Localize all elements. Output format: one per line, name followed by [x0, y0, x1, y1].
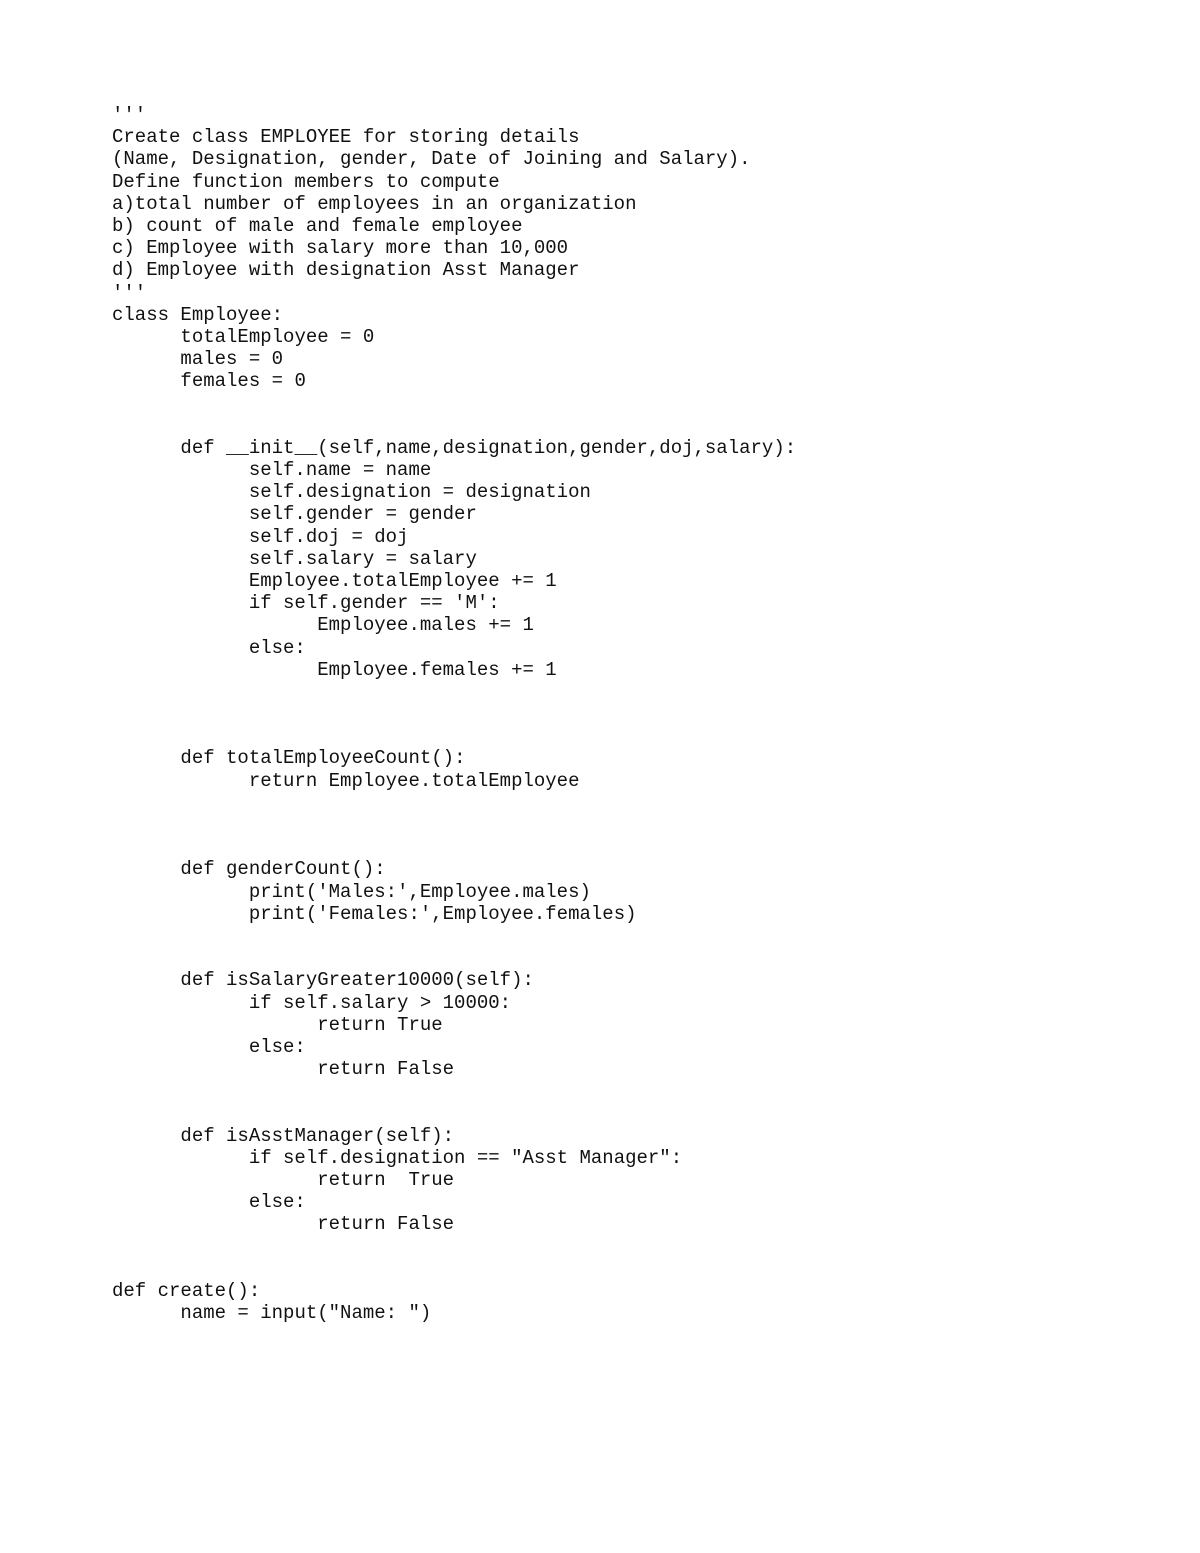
code-line: '''	[112, 281, 147, 304]
code-line	[112, 947, 796, 969]
code-line: Employee.females += 1	[112, 658, 557, 681]
code-line	[112, 836, 796, 858]
code-line: print('Males:',Employee.males)	[112, 880, 591, 903]
code-line: self.name = name	[112, 459, 432, 481]
code-line: print('Females:',Employee.females)	[112, 902, 637, 925]
code-line	[112, 814, 796, 836]
code-line: self.salary = salary	[112, 547, 477, 570]
code-line: Employee.totalEmployee += 1	[112, 569, 557, 592]
code-line	[112, 792, 796, 814]
code-line: return True	[112, 1013, 443, 1036]
code-line: return False	[112, 1213, 455, 1236]
code-line: return True	[112, 1169, 455, 1191]
code-line	[112, 925, 796, 947]
code-line: totalEmployee = 0	[112, 325, 375, 348]
code-line: '''	[112, 104, 147, 126]
code-line: self.gender = gender	[112, 503, 477, 526]
code-line: def genderCount():	[112, 858, 386, 881]
code-line: class Employee:	[112, 303, 284, 326]
code-line	[112, 1102, 796, 1124]
code-line: def create():	[112, 1279, 261, 1302]
code-line: return False	[112, 1058, 455, 1081]
code-line: else:	[112, 636, 306, 659]
code-line	[112, 1258, 796, 1280]
code-line: else:	[112, 1035, 306, 1058]
code-line: males = 0	[112, 348, 284, 371]
code-line: def totalEmployeeCount():	[112, 747, 466, 770]
code-line: def isAsstManager(self):	[112, 1124, 455, 1147]
code-line: else:	[112, 1191, 306, 1214]
code-line	[112, 1080, 796, 1102]
code-line	[112, 681, 796, 703]
code-line: (Name, Designation, gender, Date of Joining and Salary).	[112, 148, 751, 171]
code-line: d) Employee with designation Asst Manager	[112, 259, 580, 282]
code-line: def isSalaryGreater10000(self):	[112, 969, 534, 992]
code-line	[112, 1236, 796, 1258]
code-line	[112, 725, 796, 747]
code-line: a)total number of employees in an organization	[112, 192, 637, 215]
code-line: b) count of male and female employee	[112, 214, 523, 237]
code-line: c) Employee with salary more than 10,000	[112, 237, 569, 260]
code-line: Define function members to compute	[112, 170, 500, 193]
code-line	[112, 415, 796, 437]
code-line: name = input("Name: ")	[112, 1302, 432, 1325]
code-line: females = 0	[112, 370, 306, 393]
code-line: Create class EMPLOYEE for storing details	[112, 126, 580, 149]
code-line: if self.gender == 'M':	[112, 592, 500, 615]
code-line: Employee.males += 1	[112, 614, 534, 637]
code-line: if self.designation == "Asst Manager":	[112, 1146, 683, 1169]
code-line: if self.salary > 10000:	[112, 991, 512, 1014]
code-line: self.doj = doj	[112, 525, 409, 548]
code-line: return Employee.totalEmployee	[112, 769, 580, 792]
code-line	[112, 703, 796, 725]
code-block	[112, 104, 796, 1324]
code-line: def __init__(self,name,designation,gender,doj,salary):	[112, 436, 797, 459]
code-line	[112, 392, 796, 414]
code-line: self.designation = designation	[112, 481, 591, 504]
